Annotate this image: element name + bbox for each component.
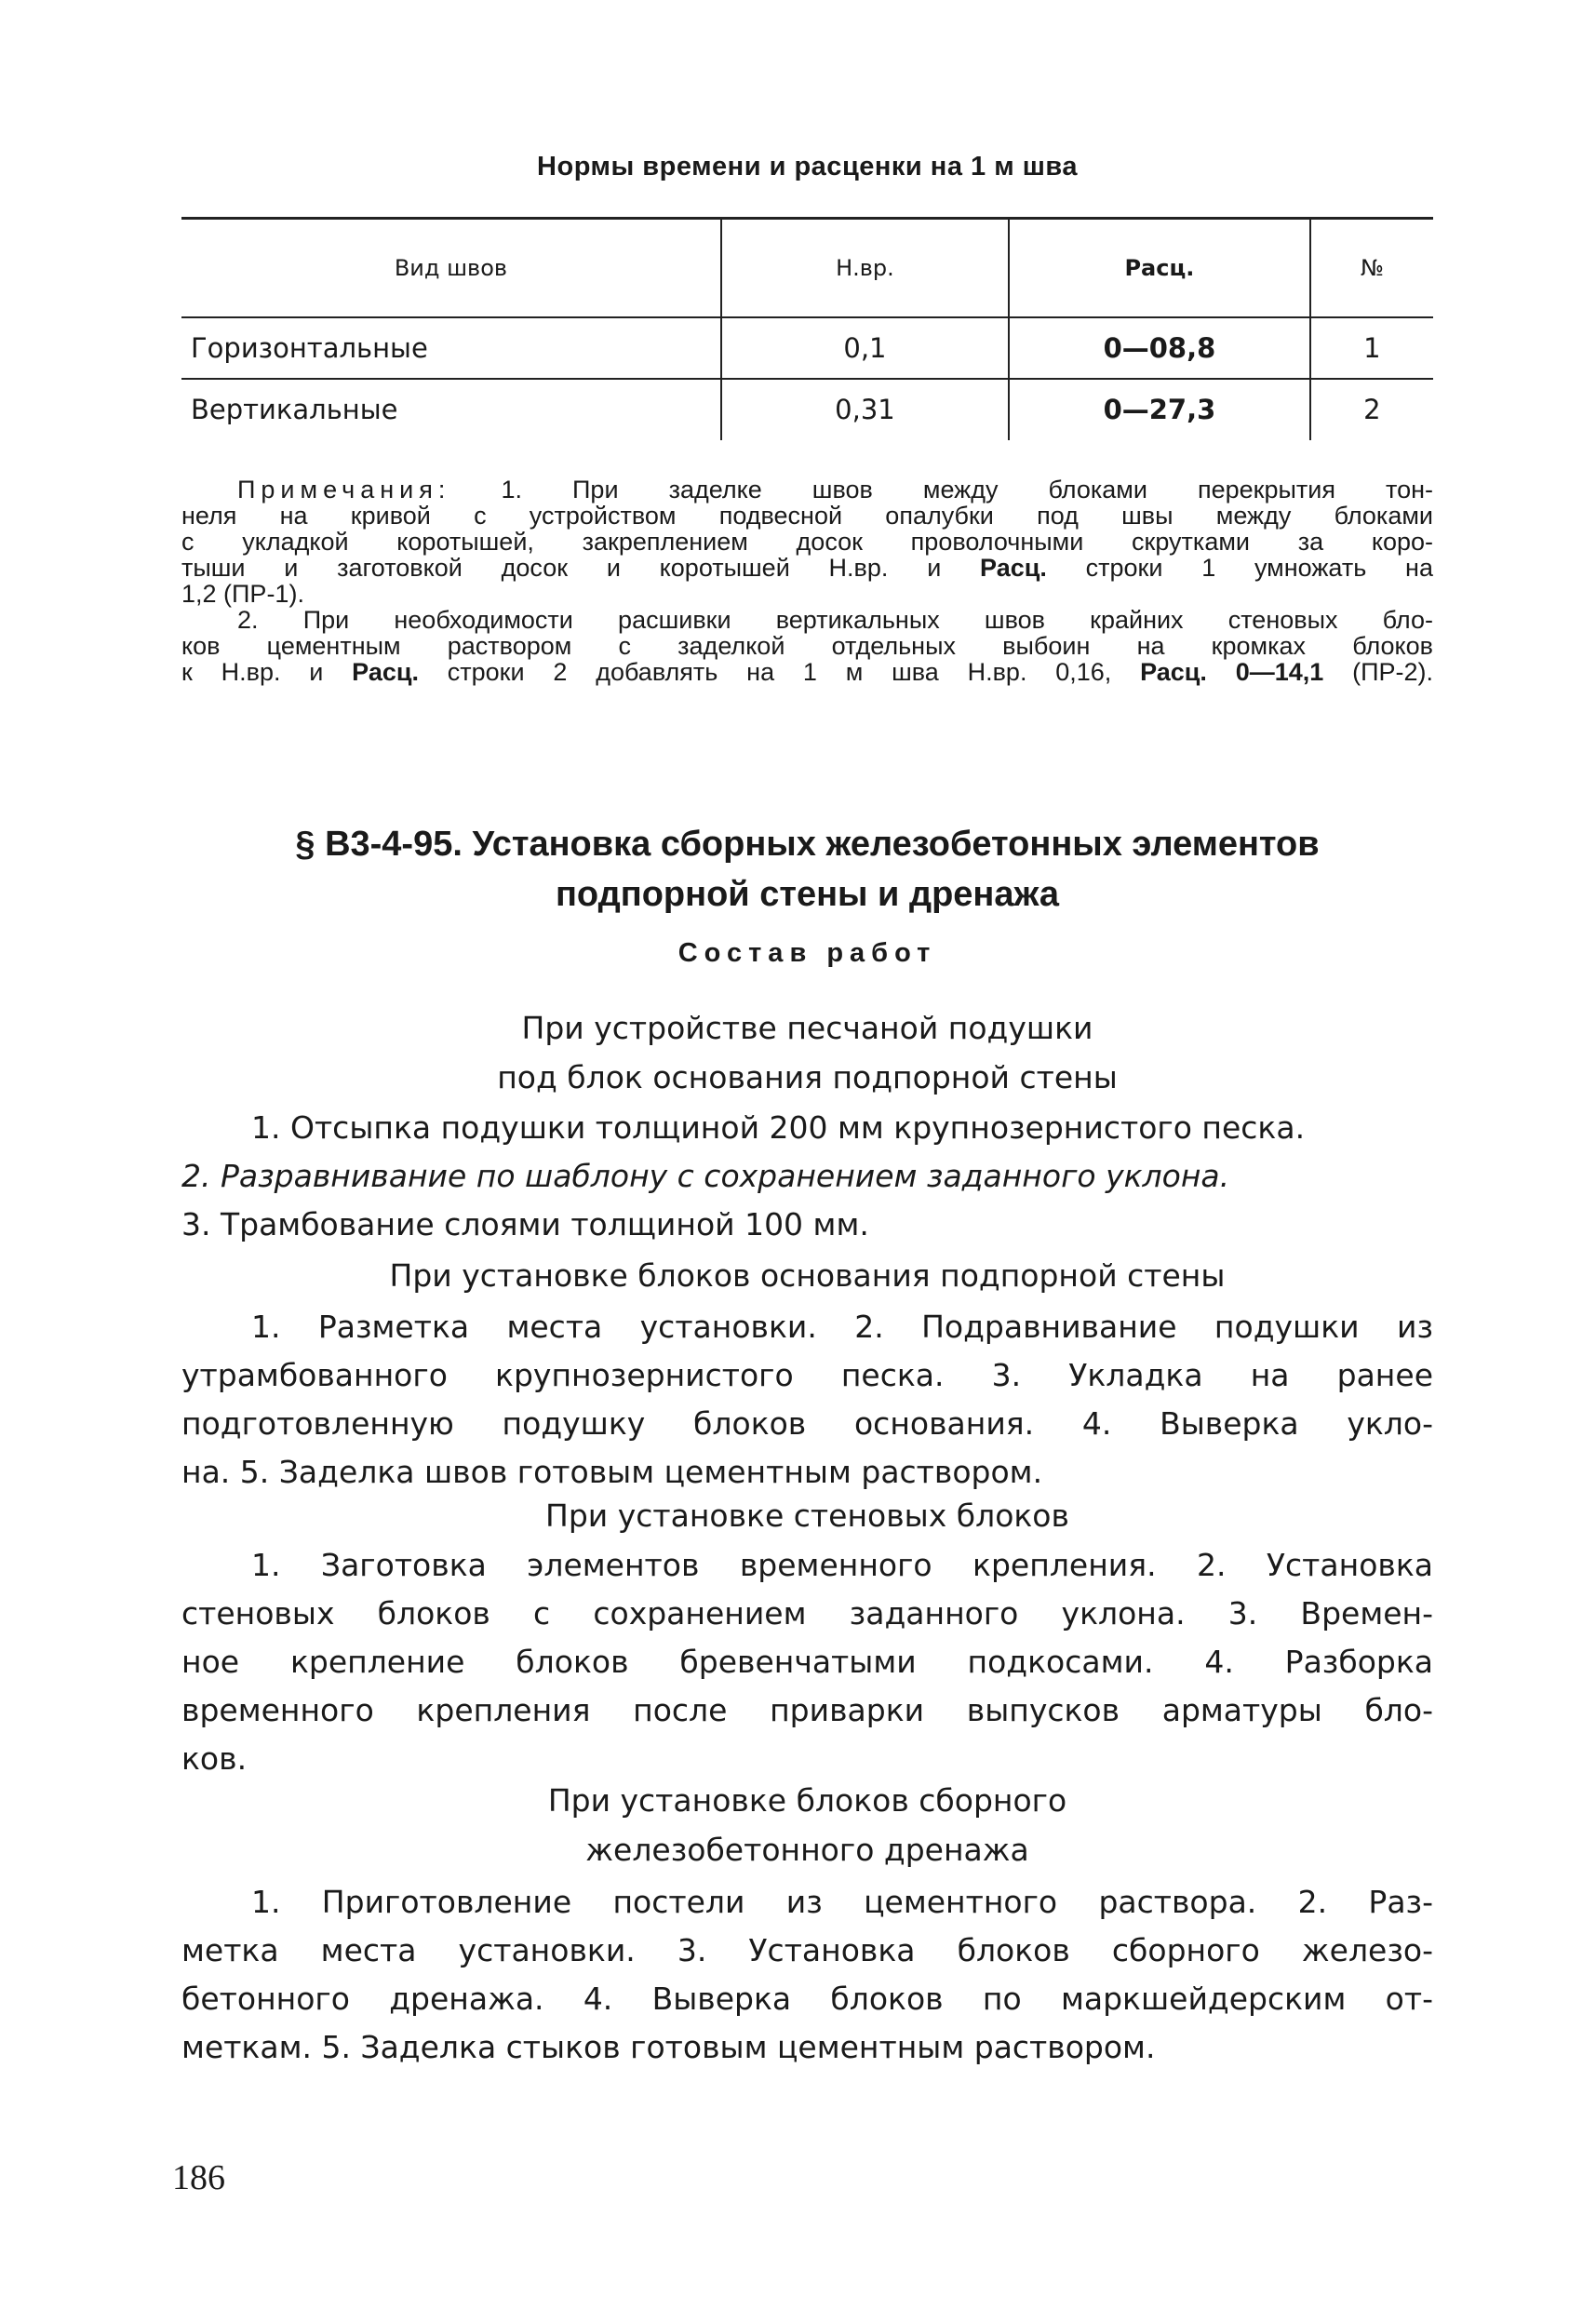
note2-rate-label: Расц. — [352, 658, 419, 686]
subheading-line: под блок основания подпорной стены — [497, 1059, 1118, 1095]
paragraph-line: меткам. 5. Заделка стыков готовым цементным раствором. — [181, 2029, 1156, 2065]
note1-line: 1. При заделке швов между блоками перекрытия тон- — [501, 476, 1433, 504]
section-heading-line: подпорной стены и дренажа — [555, 875, 1060, 914]
subheading-foundation-blocks: При установке блоков основания подпорной стены — [389, 1257, 1226, 1294]
cell-number: 1 — [1310, 317, 1433, 379]
cell-rate: 0—27,3 — [1009, 379, 1310, 440]
paragraph-line: на. 5. Заделка швов готовым цементным раствором. — [181, 1454, 1043, 1490]
note1-line: с укладкой коротышей, закреплением досок проволочными скрутками за коро- — [181, 528, 1433, 556]
note1-line: неля на кривой с устройством подвесной опалубки под швы между блоками — [181, 502, 1433, 530]
paragraph-line: 1. Разметка места установки. 2. Подравнивание подушки из — [251, 1309, 1433, 1345]
note2-line: 2. При необходимости расшивки вертикальных швов крайних стеновых бло- — [237, 606, 1433, 634]
header-rate: Расц. — [1009, 219, 1310, 317]
paragraph-line: ное крепление блоков бревенчатыми подкосами. 4. Разборка — [181, 1644, 1433, 1680]
page-number: 186 — [172, 2158, 225, 2197]
note1-line: строки 1 умножать на — [1046, 554, 1433, 582]
table-row — [181, 317, 1433, 379]
list-item: 2. Разравнивание по шаблону с сохранением заданного уклона. — [181, 1158, 1230, 1194]
cell-time-norm: 0,1 — [721, 317, 1009, 379]
paragraph-line: ков. — [181, 1740, 248, 1777]
paragraph-drainage-blocks — [181, 1878, 1433, 2072]
subheading-line: железобетонного дренажа — [585, 1832, 1029, 1868]
header-number: № — [1310, 219, 1433, 317]
subheading-sand-cushion — [181, 1003, 1433, 1102]
paragraph-foundation-blocks — [181, 1303, 1433, 1497]
paragraph-line: 1. Заготовка элементов временного крепления. 2. Установка — [251, 1547, 1433, 1583]
list-item: 3. Трамбование слоями толщиной 100 мм. — [181, 1206, 869, 1242]
paragraph-line: утрамбованного крупнозернистого песка. 3. Укладка на ранее — [181, 1357, 1433, 1393]
subheading-line: При установке блоков сборного — [547, 1782, 1067, 1819]
note2-rate-value: Расц. 0—14,1 — [1140, 658, 1324, 686]
note1-rate-label: Расц. — [980, 554, 1047, 582]
note1-line: тыши и заготовкой досок и коротышей Н.вр. и — [181, 554, 981, 582]
paragraph-line: стеновых блоков с сохранением заданного уклона. 3. Времен- — [181, 1595, 1433, 1632]
subheading-wall-blocks: При установке стеновых блоков — [545, 1497, 1069, 1534]
note2-line: ков цементным раствором с заделкой отдельных выбоин на кромках блоков — [181, 632, 1433, 660]
table-row — [181, 379, 1433, 440]
cell-rate: 0—08,8 — [1009, 317, 1310, 379]
list-sand-cushion — [181, 1104, 1433, 1249]
paragraph-line: временного крепления после приварки выпусков арматуры бло- — [181, 1692, 1433, 1728]
cell-number: 2 — [1310, 379, 1433, 440]
paragraph-wall-blocks — [181, 1541, 1433, 1783]
note2-line: к Н.вр. и — [181, 658, 353, 686]
paragraph-line: метка места установки. 3. Установка блоков сборного железо- — [181, 1932, 1433, 1968]
cell-seam-type: Горизонтальные — [191, 331, 428, 364]
cell-time-norm: 0,31 — [721, 379, 1009, 440]
section-heading — [181, 819, 1433, 920]
composition-heading: Состав работ — [677, 938, 937, 968]
header-seam-type: Вид швов — [394, 254, 508, 281]
notes-label: Примечания: — [237, 476, 451, 504]
cell-seam-type: Вертикальные — [191, 394, 398, 425]
header-time-norm: Н.вр. — [721, 219, 1009, 317]
note2-line: (ПР-2). — [1323, 658, 1433, 686]
list-item: 1. Отсыпка подушки толщиной 200 мм крупнозернистого песка. — [251, 1109, 1306, 1146]
note2-line: строки 2 добавлять на 1 м шва Н.вр. 0,16, — [418, 658, 1141, 686]
note1-line: 1,2 (ПР-1). — [181, 580, 304, 608]
subheading-drainage-blocks — [181, 1776, 1433, 1874]
table-header-row — [181, 219, 1433, 317]
subheading-line: При устройстве песчаной подушки — [521, 1010, 1093, 1046]
table-title: Нормы времени и расценки на 1 м шва — [537, 152, 1078, 181]
paragraph-line: подготовленную подушку блоков основания. 4. Выверка укло- — [181, 1405, 1433, 1442]
paragraph-line: бетонного дренажа. 4. Выверка блоков по маркшейдерским от- — [181, 1981, 1433, 2017]
norms-table — [181, 217, 1433, 440]
section-heading-line: § В3-4-95. Установка сборных железобетонных элементов — [295, 825, 1320, 864]
paragraph-line: 1. Приготовление постели из цементного раствора. 2. Раз- — [251, 1884, 1433, 1920]
table-notes — [181, 477, 1433, 685]
